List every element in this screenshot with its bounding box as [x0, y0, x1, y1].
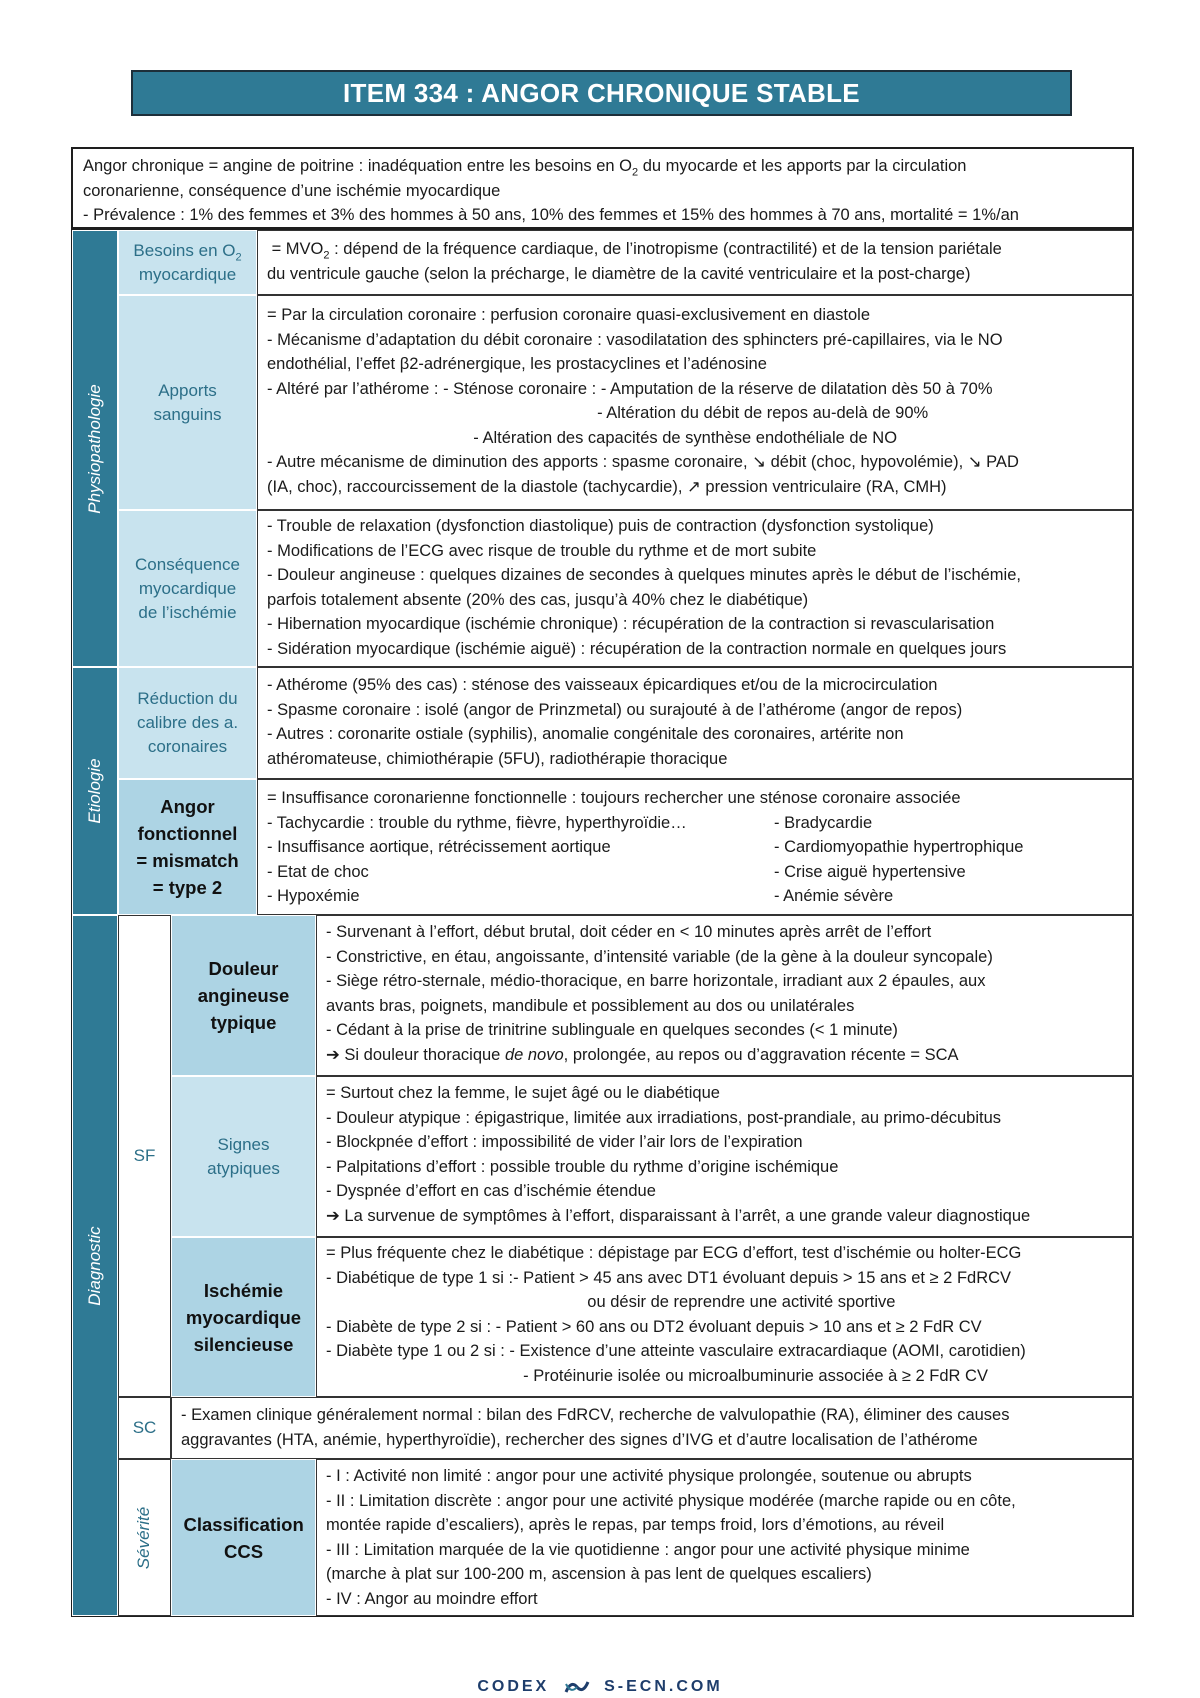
intro-line-2: coronarienne, conséquence d’une ischémie myocardique	[83, 181, 501, 200]
label-besoins-o2: Besoins en $O_2$ myocardique	[118, 230, 257, 295]
label-sc: SC	[118, 1397, 171, 1459]
footer	[0, 1678, 1200, 1696]
content-sc: - Examen clinique généralement normal : bilan des FdRCV, recherche de valvulopathie (RA), éliminer des causes aggravantes (HTA, anémie, hyperthyroïdie), rechercher des signes d’IVG et d’autre localisation de l’athérome	[171, 1397, 1134, 1459]
section-diagnostic: Diagnostic	[72, 915, 118, 1616]
content-apports-sanguins: = Par la circulation coronaire : perfusion coronaire quasi-exclusivement en diastole - Mécanisme d’adaptation du débit coronaire : vasodilatation des sphincters pré-capillaires, via le NO endothélial, l’effet β2-adrénergique, les prostacyclines et l’adénosine - Altéré par l’athérome : - Sténose coronaire : - Amputation de la réserve de dilatation dès 50 à 70% - Altération du débit de repos au-delà de 90% - Altération des capacités de synthèse endothéliale de NO - Autre mécanisme de diminution des apports : spasme coronaire, ↘ débit (choc, hypovolémie), ↘ PAD (IA, choc), raccourcissement de la diastole (tachycardie), ↗ pression ventriculaire (RA, CMH)	[257, 295, 1134, 510]
label-douleur-typique: Douleur angineuse typique	[171, 915, 316, 1076]
page-title: ITEM 334 : ANGOR CHRONIQUE STABLE	[131, 70, 1072, 116]
label-classification-ccs: Classification CCS	[171, 1459, 316, 1616]
section-etiologie: Etiologie	[72, 667, 118, 915]
label-ischemie-silencieuse: Ischémie myocardique silencieuse	[171, 1237, 316, 1397]
content-besoins-o2: = $MVO_2$ : dépend de la fréquence cardiaque, de l’inotropisme (contractilité) et de la tension pariétale du ventricule gauche (selon la précharge, le diamètre de la cavité ventriculaire et la post-charge)	[257, 230, 1134, 295]
footer-codex: CODEX	[477, 1678, 550, 1696]
intro-line-1: Angor chronique = angine de poitrine : inadéquation entre les besoins en O	[83, 157, 633, 175]
intro-line-1-end: du myocarde et les apports par la circulation	[638, 157, 967, 175]
section-physiopathologie: Physiopathologie	[72, 230, 118, 667]
intro-box	[71, 147, 1134, 229]
content-reduction-calibre: - Athérome (95% des cas) : sténose des vaisseaux épicardiques et/ou de la microcirculation - Spasme coronaire : isolé (angor de Prinzmetal) ou surajouté à de l’athérome (angor de repos) - Autres : coronarite ostiale (syphilis), anomalie congénitale des coronaires, artérite non athéromateuse, chimiothérapie (5FU), radiothérapie thoracique	[257, 667, 1134, 779]
content-consequence: - Trouble de relaxation (dysfonction diastolique) puis de contraction (dysfonction systolique) - Modifications de l’ECG avec risque de trouble du rythme et de mort subite - Douleur angineuse : quelques dizaines de secondes à quelques minutes après le début de l’ischémie, parfois totalement absente (20% des cas, jusqu’à 40% chez le diabétique) - Hibernation myocardique (ischémie chronique) : récupération de la contraction si revascularisation - Sidération myocardique (ischémie aiguë) : récupération de la contraction normale en quelques jours	[257, 510, 1134, 667]
label-signes-atypiques: Signes atypiques	[171, 1076, 316, 1237]
codex-logo-icon	[563, 1678, 591, 1696]
content-douleur-typique: - Survenant à l’effort, début brutal, doit céder en < 10 minutes après arrêt de l’effort - Constrictive, en étau, angoissante, d’intensité variable (de la gène à la douleur syncopale) - Siège rétro-sternale, médio-thoracique, en barre horizontale, irradiant aux 2 épaules, aux avants bras, poignets, mandibule et possiblement au dos ou unilatérales - Cédant à la prise de trinitrine sublinguale en quelques secondes (< 1 minute) ➔ Si douleur thoracique de novo, prolongée, au repos ou d’aggravation récente = SCA	[316, 915, 1134, 1076]
intro-line-3: - Prévalence : 1% des femmes et 3% des hommes à 50 ans, 10% des femmes et 15% des hommes à 70 ans, mortalité = 1%/an	[83, 206, 1019, 224]
content-ischemie-silencieuse: = Plus fréquente chez le diabétique : dépistage par ECG d’effort, test d’ischémie ou holter-ECG - Diabétique de type 1 si :- Patient > 45 ans avec DT1 évoluant depuis > 15 ans et ≥ 2 FdRCV ou désir de reprendre une activité sportive - Diabète de type 2 si : - Patient > 60 ans ou DT2 évoluant depuis > 10 ans et ≥ 2 FdR CV - Diabète type 1 ou 2 si : - Existence d’une atteinte vasculaire extracardiaque (AOMI, carotidien) - Protéinurie isolée ou microalbuminurie associée à ≥ 2 FdR CV	[316, 1237, 1134, 1397]
label-apports-sanguins: Apports sanguins	[118, 295, 257, 510]
label-consequence: Conséquence myocardique de l’ischémie	[118, 510, 257, 667]
content-signes-atypiques: = Surtout chez la femme, le sujet âgé ou le diabétique - Douleur atypique : épigastrique, limitée aux irradiations, post-prandiale, au primo-décubitus - Blockpnée d’effort : impossibilité de vider l’air lors de l’expiration - Palpitations d’effort : possible trouble du rythme d’origine ischémique - Dyspnée d’effort en cas d’ischémie étendue ➔ La survenue de symptômes à l’effort, disparaissant à l’arrêt, a une grande valeur diagnostique	[316, 1076, 1134, 1237]
content-angor-fonctionnel: = Insuffisance coronarienne fonctionnelle : toujours rechercher une sténose coronaire associée - Tachycardie : trouble du rythme, fièvre, hyperthyroïdie… - Insuffisance aortique, rétrécissement aortique - Etat de choc - Hypoxémie - Bradycardie - Cardiomyopathie hypertrophique - Crise aiguë hypertensive - Anémie sévère	[257, 779, 1134, 915]
label-angor-fonctionnel: Angor fonctionnel = mismatch = type 2	[118, 779, 257, 915]
footer-site: S-ECN.COM	[604, 1678, 723, 1696]
label-severite: Sévérité	[118, 1459, 171, 1616]
label-sf: SF	[118, 915, 171, 1397]
label-reduction-calibre: Réduction du calibre des a. coronaires	[118, 667, 257, 779]
content-classification-ccs: - I : Activité non limité : angor pour une activité physique prolongée, soutenue ou abrupts - II : Limitation discrète : angor pour une activité physique modérée (marche rapide ou en côte, montée rapide d’escaliers), après le repas, par temps froid, lors d’émotions, au réveil - III : Limitation marquée de la vie quotidienne : angor pour une activité physique minime (marche à plat sur 100-200 m, ascension à pas lent de quelques escaliers) - IV : Angor au moindre effort	[316, 1459, 1134, 1616]
intro-o2-sub: 2	[632, 166, 639, 179]
